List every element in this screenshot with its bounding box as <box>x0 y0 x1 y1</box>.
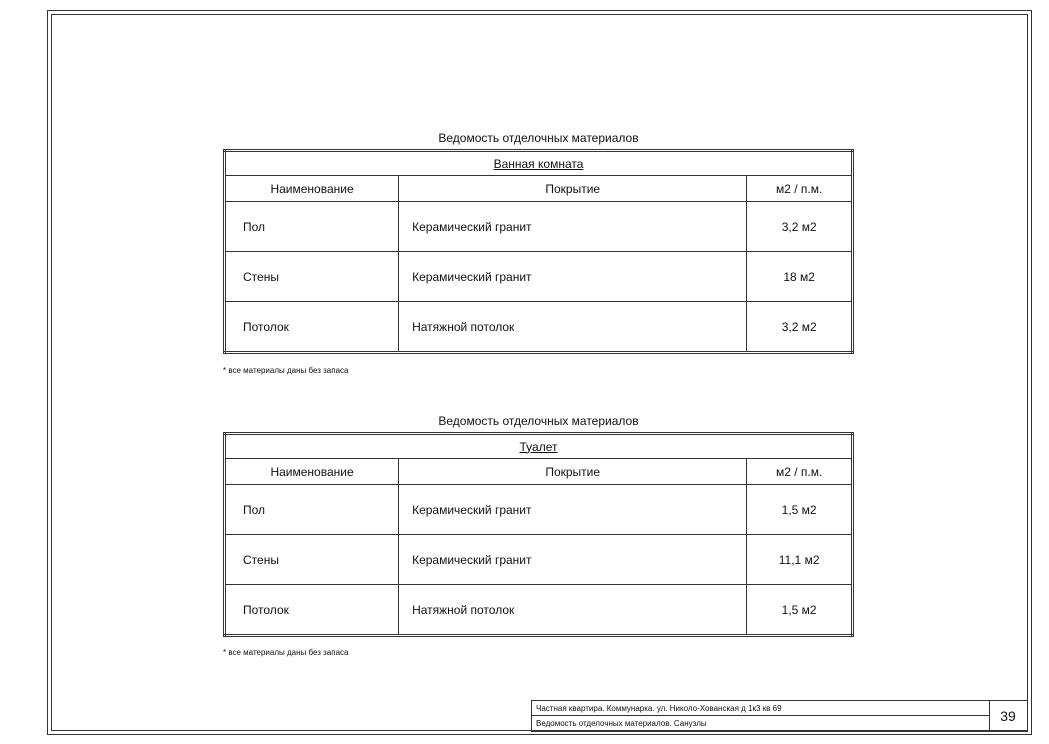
row-quantity: 18 м2 <box>747 252 853 302</box>
row-name: Стены <box>225 535 399 585</box>
project-name: Частная квартира. Коммунарка. ул. Николо-Хованская д 1к3 кв 69 <box>532 701 990 716</box>
table-title: Ведомость отделочных материалов <box>438 414 639 428</box>
table-row <box>225 202 853 252</box>
table-row <box>225 585 853 636</box>
row-coating: Натяжной потолок <box>399 302 747 353</box>
row-coating: Керамический гранит <box>399 535 747 585</box>
table-note: * все материалы даны без запаса <box>223 648 349 657</box>
header-quantity: м2 / п.м. <box>747 176 853 202</box>
page-number: 39 <box>1000 708 1016 724</box>
room-name: Ванная комната <box>493 156 584 171</box>
row-quantity: 1,5 м2 <box>747 585 853 636</box>
room-name-cell <box>225 434 853 459</box>
header-coating: Покрытие <box>399 176 747 202</box>
row-quantity: 3,2 м2 <box>747 202 853 252</box>
table-row <box>225 485 853 535</box>
row-name: Пол <box>225 485 399 535</box>
row-quantity: 3,2 м2 <box>747 302 853 353</box>
sheet-name: Ведомость отделочных материалов. Санузлы <box>532 716 990 731</box>
row-quantity: 11,1 м2 <box>747 535 853 585</box>
header-name: Наименование <box>225 176 399 202</box>
table-row <box>225 535 853 585</box>
room-name-cell <box>225 151 853 176</box>
row-name: Потолок <box>225 585 399 636</box>
table-row <box>225 302 853 353</box>
row-coating: Керамический гранит <box>399 485 747 535</box>
materials-table-bathroom <box>223 149 854 354</box>
header-coating: Покрытие <box>399 459 747 485</box>
table-row <box>225 252 853 302</box>
header-name: Наименование <box>225 459 399 485</box>
row-name: Потолок <box>225 302 399 353</box>
row-name: Пол <box>225 202 399 252</box>
table-title: Ведомость отделочных материалов <box>438 131 639 145</box>
row-name: Стены <box>225 252 399 302</box>
title-block <box>531 700 1028 732</box>
table-note: * все материалы даны без запаса <box>223 366 349 375</box>
row-coating: Керамический гранит <box>399 202 747 252</box>
row-coating: Натяжной потолок <box>399 585 747 636</box>
row-coating: Керамический гранит <box>399 252 747 302</box>
room-name: Туалет <box>519 439 558 454</box>
row-quantity: 1,5 м2 <box>747 485 853 535</box>
materials-table-toilet <box>223 432 854 637</box>
header-quantity: м2 / п.м. <box>747 459 853 485</box>
